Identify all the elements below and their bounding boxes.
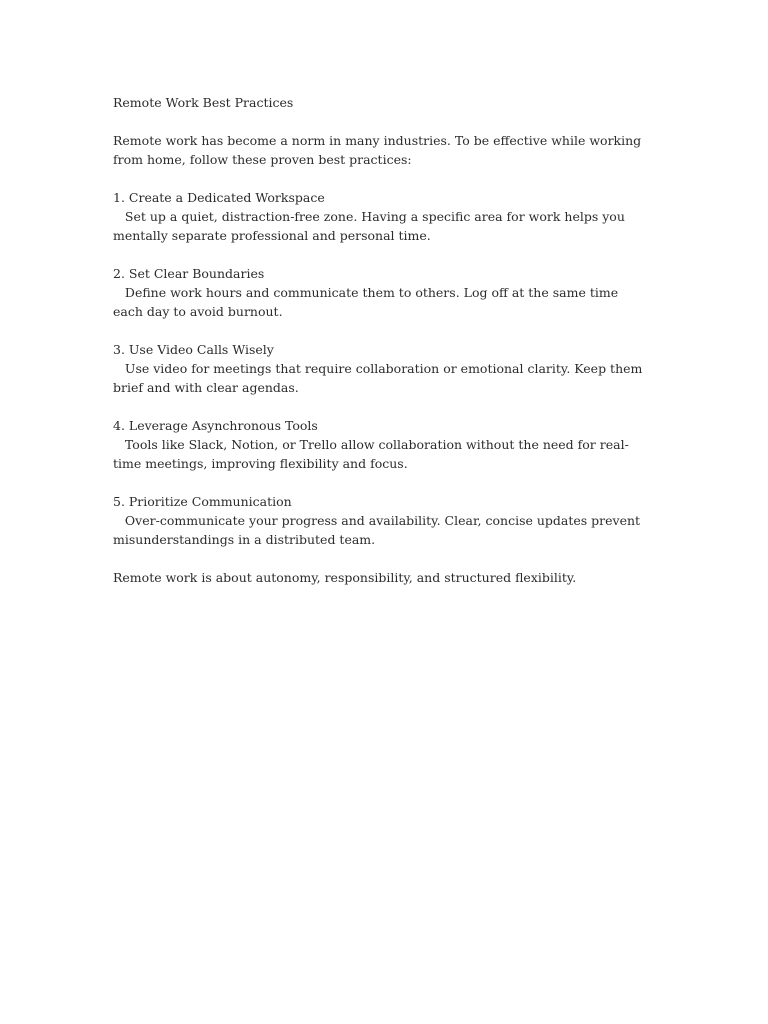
section-workspace (113, 188, 648, 245)
section-heading: 4. Leverage Asynchronous Tools (113, 418, 318, 433)
section-heading: 2. Set Clear Boundaries (113, 266, 265, 281)
section-communication (113, 492, 648, 549)
section-body: Over-communicate your progress and availability. Clear, concise updates prevent misunderstandings in a distributed team. (113, 513, 645, 547)
document-title: Remote Work Best Practices (113, 95, 294, 110)
section-body: Use video for meetings that require collaboration or emotional clarity. Keep them brief and with clear agendas. (113, 361, 647, 395)
intro-paragraph: Remote work has become a norm in many industries. To be effective while working from home, follow these proven best practices: (113, 133, 646, 167)
section-heading: 3. Use Video Calls Wisely (113, 342, 274, 357)
section-body: Set up a quiet, distraction-free zone. Having a specific area for work helps you mentally separate professional and personal time. (113, 209, 629, 243)
section-heading: 5. Prioritize Communication (113, 494, 292, 509)
section-heading: 1. Create a Dedicated Workspace (113, 190, 325, 205)
section-boundaries (113, 264, 648, 321)
closing-paragraph: Remote work is about autonomy, responsibility, and structured flexibility. (113, 570, 577, 585)
section-body: Tools like Slack, Notion, or Trello allow collaboration without the need for real-time meetings, improving flexibility and focus. (113, 437, 629, 471)
section-body: Define work hours and communicate them to others. Log off at the same time each day to avoid burnout. (113, 285, 623, 319)
section-video-calls (113, 340, 648, 397)
document-body (113, 93, 648, 606)
section-async-tools (113, 416, 648, 473)
